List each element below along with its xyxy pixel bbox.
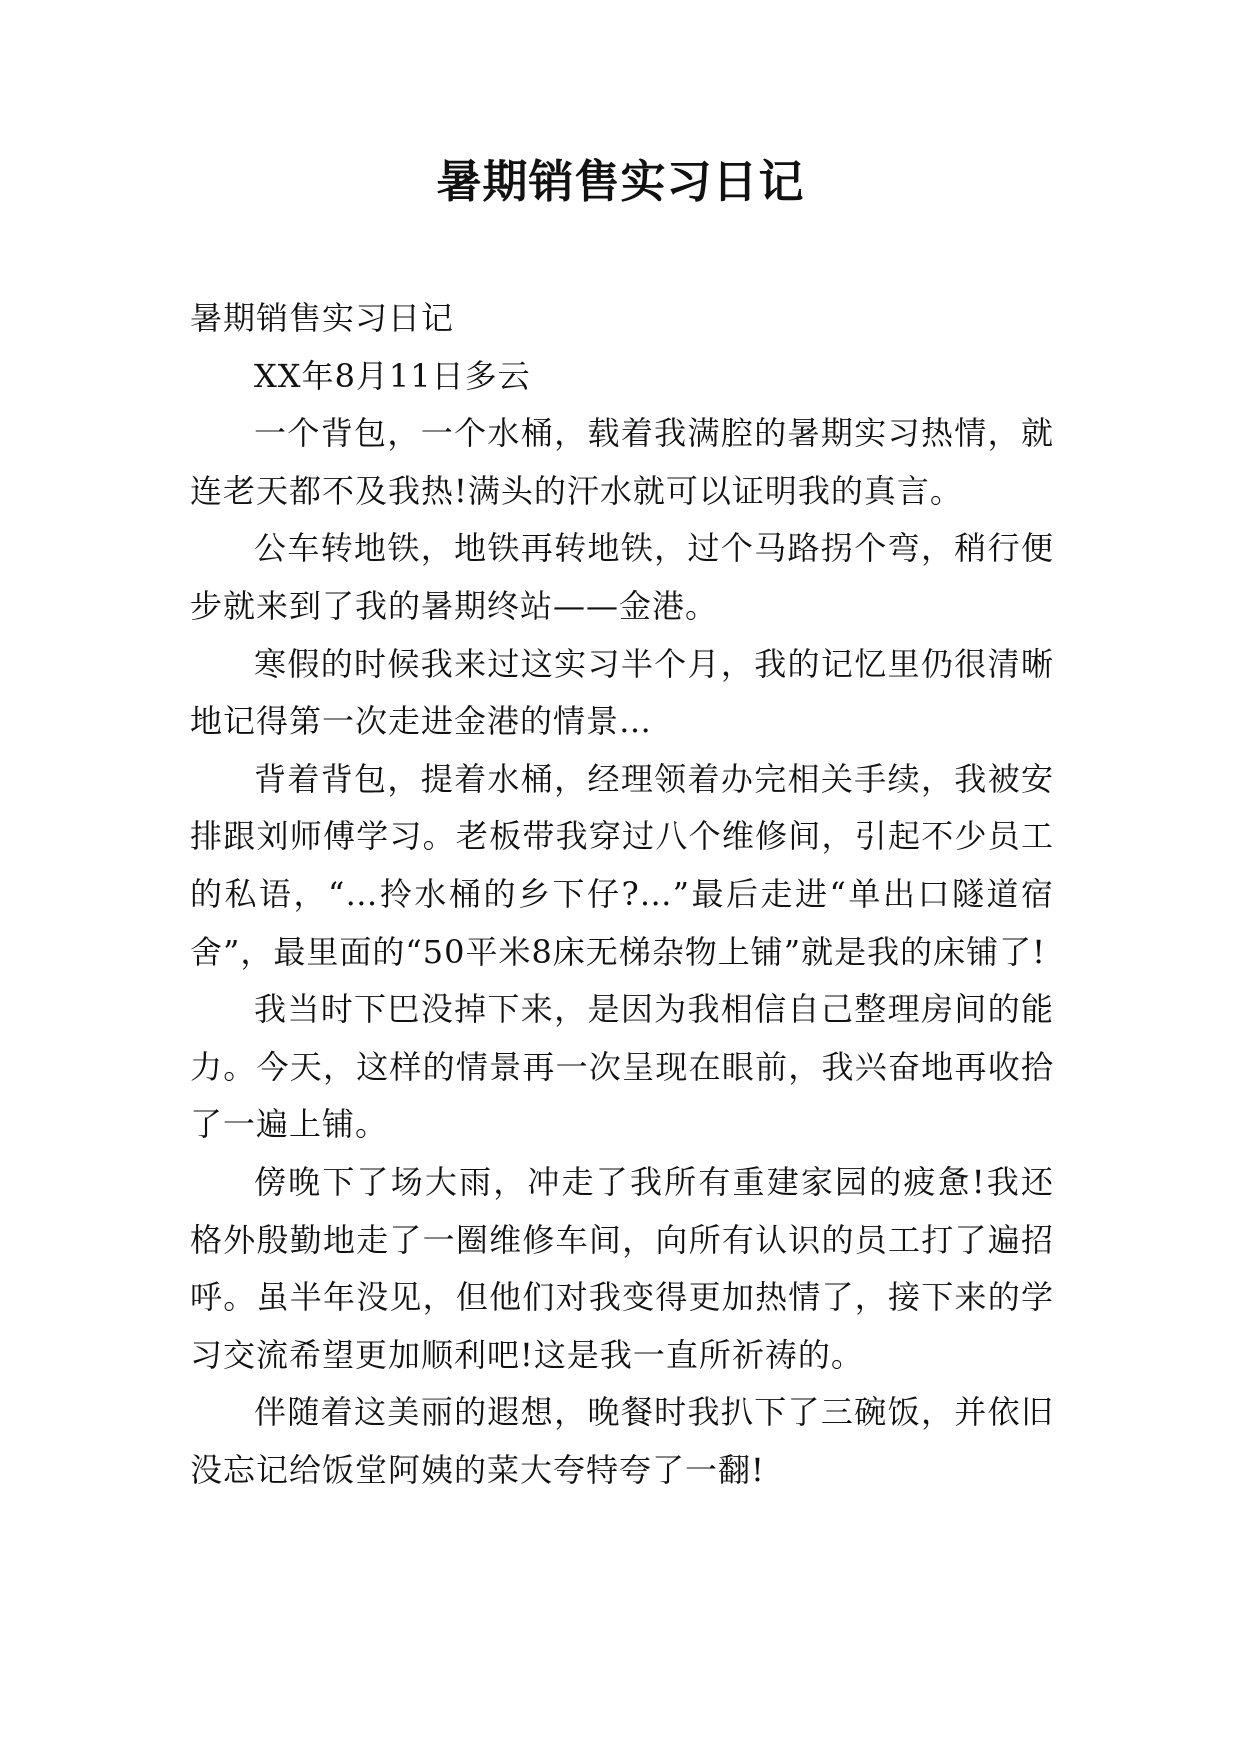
date-weather-line: XX年8月11日多云 — [254, 356, 531, 395]
paragraph: 寒假的时候我来过这实习半个月，我的记忆里仍很清晰地记得第一次走进金港的情景… — [190, 644, 1054, 741]
document-body — [190, 290, 1054, 1499]
page-title: 暑期销售实习日记 — [436, 155, 805, 208]
paragraph: 我当时下巴没掉下来，是因为我相信自己整理房间的能力。今天，这样的情景再一次呈现在眼前，我兴奋地再收拾了一遍上铺。 — [190, 990, 1054, 1144]
paragraph: 一个背包，一个水桶，载着我满腔的暑期实习热情，就连老天都不及我热!满头的汗水就可以证明我的真言。 — [190, 414, 1054, 510]
paragraph: 背着背包，提着水桶，经理领着办完相关手续，我被安排跟刘师傅学习。老板带我穿过八个维修间，引起不少员工的私语，“…拎水桶的乡下仔?…”最后走进“单出口隧道宿舍”，最里面的“50平米8床无梯杂物上铺”就是我的床铺了! — [190, 759, 1054, 971]
paragraph: 伴随着这美丽的遐想，晚餐时我扒下了三碗饭，并依旧没忘记给饭堂阿姨的菜大夸特夸了一翻! — [190, 1393, 1054, 1489]
paragraph: 公车转地铁，地铁再转地铁，过个马路拐个弯，稍行便步就来到了我的暑期终站——金港。 — [190, 529, 1054, 625]
body-heading: 暑期销售实习日记 — [190, 299, 455, 337]
paragraph: 傍晚下了场大雨，冲走了我所有重建家园的疲惫!我还格外殷勤地走了一圈维修车间，向所有认识的员工打了遍招呼。虽半年没见，但他们对我变得更加热情了，接下来的学习交流希望更加顺利吧!这是我一直所祈祷的。 — [190, 1162, 1054, 1374]
